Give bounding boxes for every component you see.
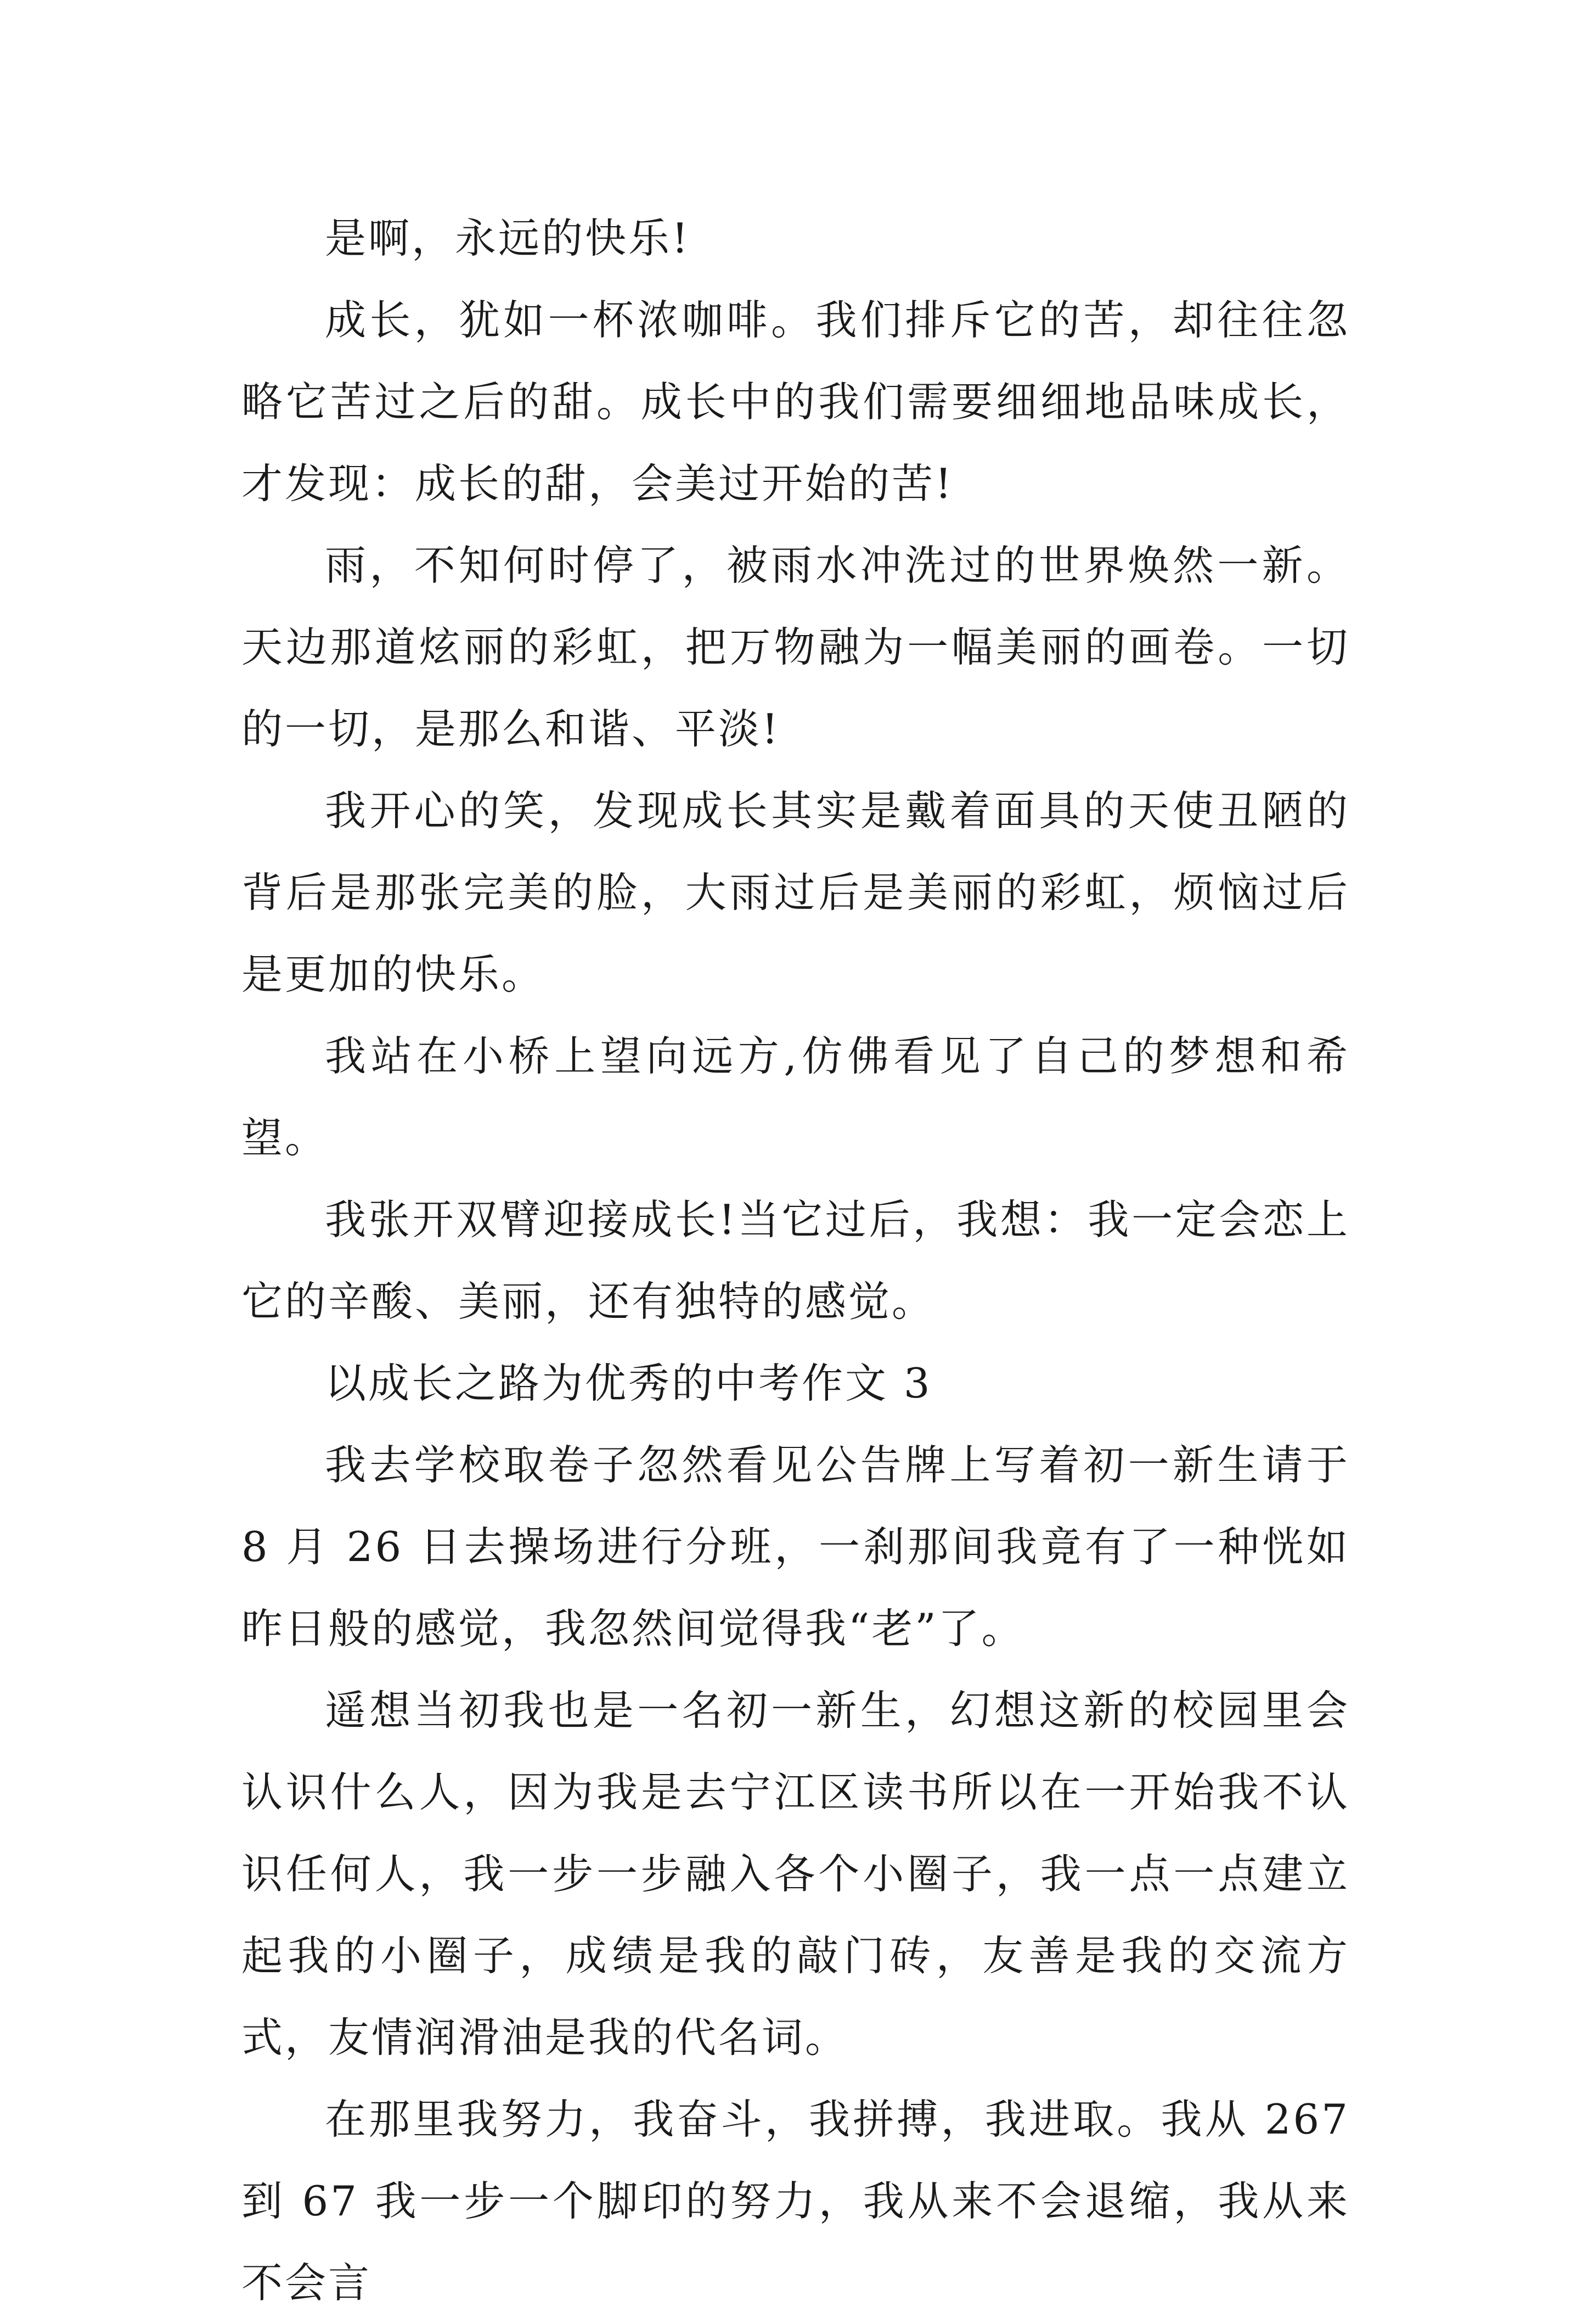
paragraph: 我站在小桥上望向远方,仿佛看见了自己的梦想和希望。 [241, 1032, 1350, 1162]
paragraph: 雨，不知何时停了，被雨水冲洗过的世界焕然一新。天边那道炫丽的彩虹，把万物融为一幅美丽的画卷。一切的一切，是那么和谐、平淡! [241, 541, 1350, 753]
paragraph: 我去学校取卷子忽然看见公告牌上写着初一新生请于 8 月 26 日去操场进行分班，一刹那间我竟有了一种恍如昨日般的感觉，我忽然间觉得我“老”了。 [241, 1441, 1350, 1653]
paragraph: 是啊，永远的快乐! [325, 214, 691, 262]
section-heading: 以成长之路为优秀的中考作文 3 [325, 1359, 932, 1407]
paragraph: 在那里我努力，我奋斗，我拼搏，我进取。我从 267 到 67 我一步一个脚印的努力，我从来不会退缩，我从来不会言 [241, 2095, 1350, 2307]
document-body [241, 198, 1350, 2324]
paragraph: 我开心的笑，发现成长其实是戴着面具的天使丑陋的背后是那张完美的脸，大雨过后是美丽的彩虹，烦恼过后是更加的快乐。 [241, 787, 1350, 998]
paragraph: 遥想当初我也是一名初一新生，幻想这新的校园里会认识什么人，因为我是去宁江区读书所以在一开始我不认识任何人，我一步一步融入各个小圈子，我一点一点建立起我的小圈子，成绩是我的敲门砖，友善是我的交流方式，友情润滑油是我的代名词。 [241, 1686, 1350, 2062]
paragraph: 我张开双臂迎接成长!当它过后，我想：我一定会恋上它的辛酸、美丽，还有独特的感觉。 [241, 1195, 1350, 1326]
paragraph: 成长，犹如一杯浓咖啡。我们排斥它的苦，却往往忽略它苦过之后的甜。成长中的我们需要细细地品味成长，才发现：成长的甜，会美过开始的苦! [241, 296, 1350, 508]
